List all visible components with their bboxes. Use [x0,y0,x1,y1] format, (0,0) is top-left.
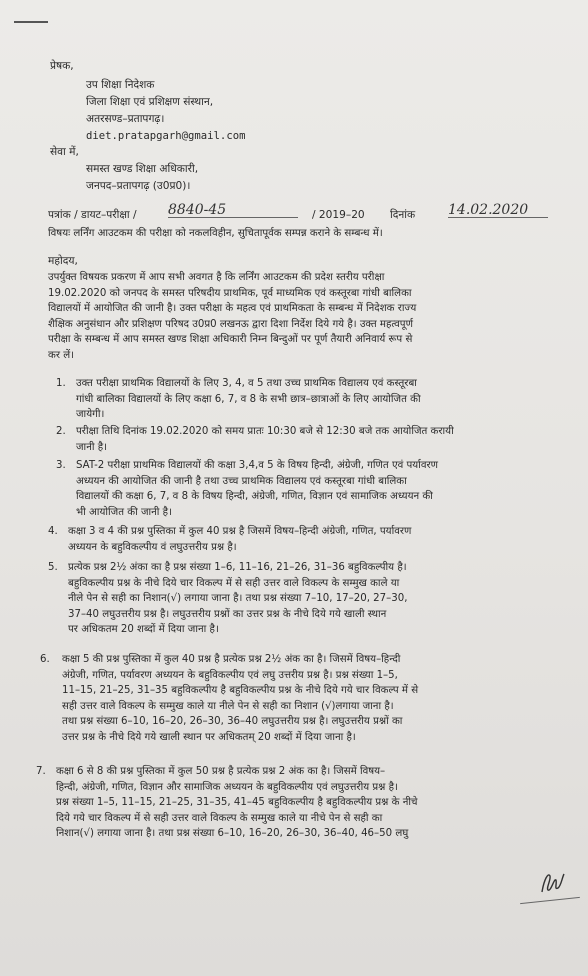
point-1 [76,376,421,423]
intro-line: 19.02.2020 को जनपद के समस्त परिषदीय प्राथमिक, पूर्व माध्यमिक एवं कस्तूरबा गांधी बालिका [48,287,412,299]
ref-year: / 2019–20 [312,209,365,221]
date-label: दिनांक [390,209,416,221]
point-line: भी आयोजित की जानी है। [76,506,172,518]
point-line: दिये गये चार विकल्प में से सही उत्तर वाले विकल्प के सम्मुख काले या नीचे पेन से सही का [56,812,383,824]
point-line: प्रश्न संख्या 1–5, 11–15, 21–25, 31–35, 41–45 बहुविकल्पीय है बहुविकल्पीय प्रश्न के नीचे [56,797,418,808]
point-line: SAT-2 परीक्षा प्राथमिक विद्यालयों की कक्षा 3,4,व 5 के विषय हिन्दी, अंग्रेजी, गणित एवं पर्यावरण [76,460,439,471]
point-line: जानी है। [76,441,107,453]
point-7 [56,764,417,842]
recipient-line-1: समस्त खण्ड शिक्षा अधिकारी, [86,163,199,175]
sender-line-2: जिला शिक्षा एवं प्रशिक्षण संस्थान, [86,96,214,108]
point-line: 11–15, 21–25, 31–35 बहुविकल्पीय है बहुविकल्पीय प्रश्न के नीचे दिये गये चार विकल्प में से [62,685,419,696]
intro-line: परीक्षा के सम्बन्ध में आप समस्त खण्ड शिक्षा अधिकारी निम्न बिन्दुओं पर पूर्ण तैयारी अनिवार्य रूप से [48,334,413,345]
point-line: अध्ययन के बहुविकल्पीय वं लघुउत्तरीय प्रश्न है। [68,541,237,553]
point-line: 37–40 लघुउत्तरीय प्रश्न है। लघुउत्तरीय प्रश्नों का उत्तर प्रश्न के नीचे दिये गये खाली स्थान [68,608,387,620]
point-number: 7. [36,766,46,777]
point-number: 5. [48,562,58,573]
point-line: गांधी बालिका विद्यालयों के लिए कक्षा 6, 7, व 8 के सभी छात्र–छात्राओं के लिए आयोजित की [76,393,421,405]
point-line: उक्त परीक्षा प्राथमिक विद्यालयों के लिए 3, 4, व 5 तथा उच्च प्राथमिक विद्यालय एवं कस्तूरबा [76,378,417,389]
point-2 [76,424,454,455]
recipient-label: सेवा में, [50,146,79,158]
intro-paragraph [48,270,416,363]
sender-label: प्रेषक, [50,60,74,72]
point-line: परीक्षा तिथि दिनांक 19.02.2020 को समय प्रातः 10:30 बजे से 12:30 बजे तक आयोजित करायी [76,426,454,437]
point-number: 3. [56,460,66,471]
point-line: हिन्दी, अंग्रेजी, गणित, विज्ञान और सामाजिक अध्ययन के बहुविकल्पीय एवं लघुउत्तरीय प्रश्न है। [56,781,398,793]
point-line: विद्यालयों की कक्षा 6, 7, व 8 के विषय हिन्दी, अंग्रेजी, गणित, विज्ञान एवं सामाजिक अध्ययन की [76,491,433,502]
point-line: सही उत्तर वाले विकल्प के सम्मुख काले या नीले पेन से सही का निशान (√)लगाया जाना है। [62,700,394,712]
point-line: तथा प्रश्न संख्या 6–10, 16–20, 26–30, 36–40 लघुउत्तरीय प्रश्न है। लघुउत्तरीय प्रश्नों का [62,716,403,727]
point-5 [68,560,407,638]
intro-line: विद्यालयों में आयोजित की जानी है। उक्त परीक्षा के महत्व एवं प्राथमिकता के सम्बन्ध में निदेशक राज्य [48,303,417,314]
point-line: प्रत्येक प्रश्न 2½ अंका का है प्रश्न संख्या 1–6, 11–16, 21–26, 31–36 बहुविकल्पीय है। [68,562,407,573]
point-line: अंग्रेजी, गणित, पर्यावरण अध्ययन के बहुविकल्पीय एवं लघु उत्तरीय प्रश्न है। प्रश्न संख्या 1–5, [62,669,398,681]
point-line: कक्षा 5 की प्रश्न पुस्तिका में कुल 40 प्रश्न है प्रत्येक प्रश्न 2½ अंक का है। जिसमें विषय–हिन्दी [62,654,401,665]
header-dash [14,21,48,23]
point-line: उत्तर प्रश्न के नीचे दिये गये खाली स्थान पर अधिकतम् 20 शब्दों में दिया जाना है। [62,731,356,743]
point-line: अध्ययन की आयोजित की जानी है तथा उच्च प्राथमिक विद्यालय एवं कस्तूरबा गांधी बालिका [76,475,407,487]
ref-number: 8840-45 [168,204,298,218]
ref-prefix: पत्रांक / डायट–परीक्षा / [48,209,137,221]
point-line: कक्षा 3 व 4 की प्रश्न पुस्तिका में कुल 40 प्रश्न है जिसमें विषय–हिन्दी अंग्रेजी, गणित, पर्यावरण [68,526,412,537]
point-number: 6. [40,654,50,665]
signature-initials [538,866,566,900]
point-line: कक्षा 6 से 8 की प्रश्न पुस्तिका में कुल 50 प्रश्न है प्रत्येक प्रश्न 2 अंक का है। जिसमें विषय– [56,766,386,777]
point-line: पर अधिकतम 20 शब्दों में दिया जाना है। [68,624,219,635]
point-6 [62,652,418,745]
sender-line-3: अतरसण्ड–प्रतापगढ़। [86,113,165,125]
point-number: 2. [56,426,66,437]
point-line: निशान(√) लगाया जाना है। तथा प्रश्न संख्या 6–10, 16–20, 26–30, 36–40, 46–50 लघु [56,828,409,839]
point-line: जायेगी। [76,409,105,420]
subject-line: विषयः लर्निंग आउटकम की परीक्षा को नकलविहीन, सुचितापूर्वक सम्पन्न कराने के सम्बन्ध में। [48,228,383,239]
sender-line-1: उप शिक्षा निदेशक [86,79,155,91]
point-3 [76,458,438,520]
recipient-line-2: जनपद–प्रतापगढ़ (उ0प्र0)। [86,180,191,192]
salutation: महोदय, [48,255,78,267]
point-line: बहुविकल्पीय प्रश्न के नीचे दिये चार विकल्प में से सही उत्तर वाले विकल्प के सम्मुख काले या [68,577,400,589]
point-number: 1. [56,378,66,389]
point-4 [68,524,411,555]
intro-line: कर लें। [48,349,74,361]
intro-line: उपर्युक्त विषयक प्रकरण में आप सभी अवगत है कि लर्निंग आउटकम की प्रदेश स्तरीय परीक्षा [48,272,385,283]
point-number: 4. [48,526,58,537]
sender-email: diet.pratapgarh@gmail.com [86,130,246,142]
date-value: 14.02.2020 [448,204,548,218]
point-line: नीले पेन से सही का निशान(√) लगाया जाना है। तथा प्रश्न संख्या 7–10, 17–20, 27–30, [68,593,408,604]
intro-line: शैक्षिक अनुसंधान और प्रशिक्षण परिषद उ0प्र0 लखनऊ द्वारा दिशा निर्देश दिये गये है। उक्त महत्वपूर्ण [48,318,413,330]
